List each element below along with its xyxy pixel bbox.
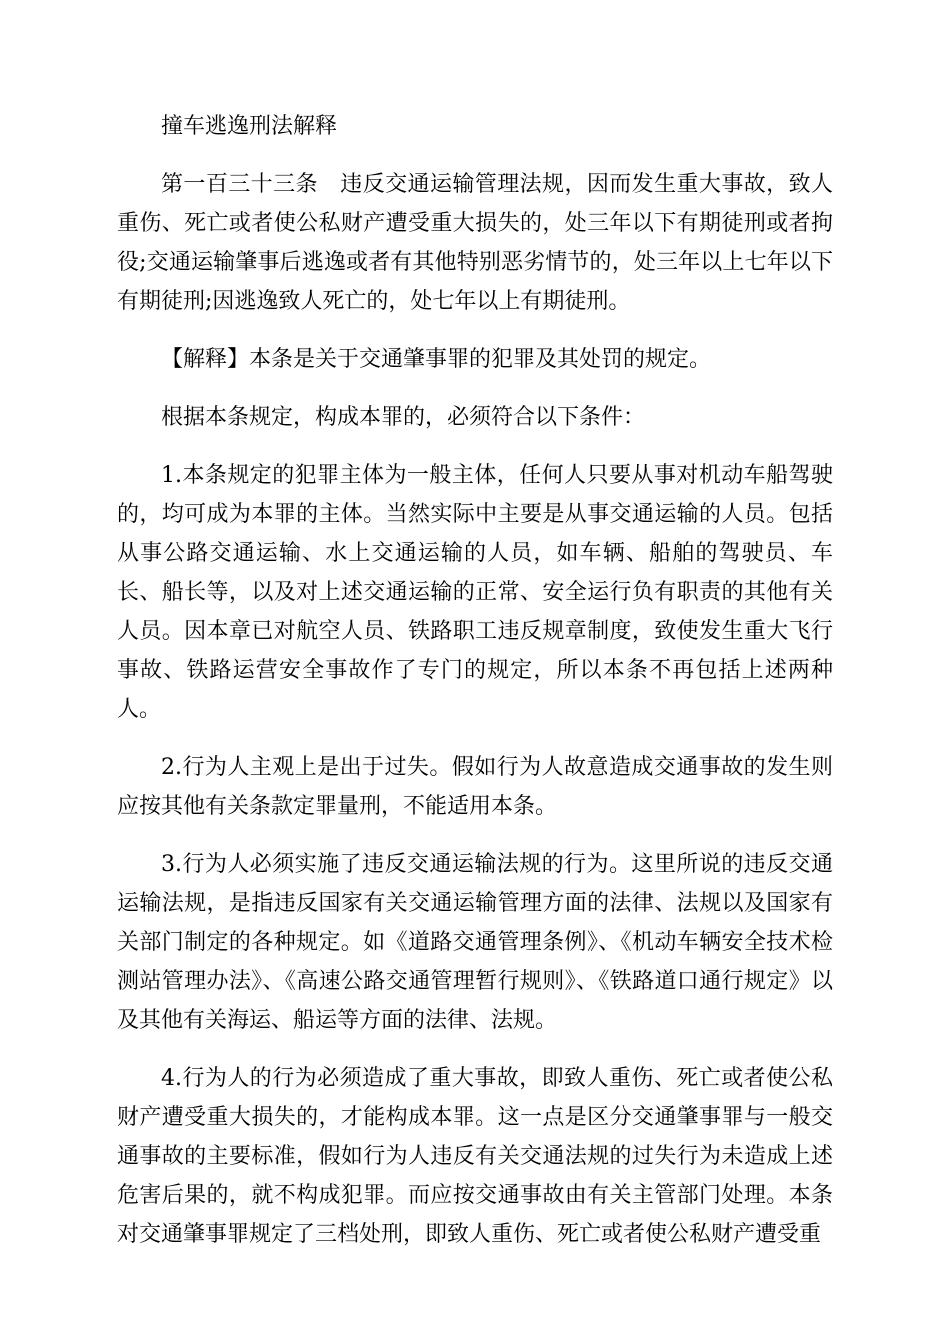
document-body: [117, 107, 833, 1273]
condition-3-paragraph: 3.行为人必须实施了违反交通运输法规的行为。这里所说的违反交通运输法规，是指违反国家有关交通运输管理方面的法律、法规以及国家有关部门制定的各种规定。如《道路交通管理条例》、《机动车辆安全技术检测站管理办法》、《高速公路交通管理暂行规则》、《铁路道口通行规定》以及其他有关海运、船运等方面的法律、法规。: [117, 852, 833, 1033]
article-text-paragraph: 第一百三十三条 违反交通运输管理法规，因而发生重大事故，致人重伤、死亡或者使公私财产遭受重大损失的，处三年以下有期徒刑或者拘役;交通运输肇事后逃逸或者有其他特别恶劣情节的，处三年以上七年以下有期徒刑;因逃逸致人死亡的，处七年以上有期徒刑。: [117, 172, 833, 314]
condition-2-paragraph: 2.行为人主观上是出于过失。假如行为人故意造成交通事故的发生则应按其他有关条款定罪量刑，不能适用本条。: [117, 755, 833, 819]
conditions-intro-paragraph: 根据本条规定，构成本罪的，必须符合以下条件：: [161, 405, 646, 430]
interpretation-intro-paragraph: 【解释】本条是关于交通肇事罪的犯罪及其处罚的规定。: [161, 347, 712, 372]
document-title: 撞车逃逸刑法解释: [161, 114, 338, 139]
condition-1-paragraph: 1.本条规定的犯罪主体为一般主体，任何人只要从事对机动车船驾驶的，均可成为本罪的主体。当然实际中主要是从事交通运输的人员。包括从事公路交通运输、水上交通运输的人员，如车辆、船舶的驾驶员、车长、船长等，以及对上述交通运输的正常、安全运行负有职责的其他有关人员。因本章已对航空人员、铁路职工违反规章制度，致使发生重大飞行事故、铁路运营安全事故作了专门的规定，所以本条不再包括上述两种人。: [117, 463, 833, 722]
condition-4-paragraph: 4.行为人的行为必须造成了重大事故，即致人重伤、死亡或者使公私财产遭受重大损失的，才能构成本罪。这一点是区分交通肇事罪与一般交通事故的主要标准，假如行为人违反有关交通法规的过失行为未造成上述危害后果的，就不构成犯罪。而应按交通事故由有关主管部门处理。本条对交通肇事罪规定了三档处刑，即致人重伤、死亡或者使公私财产遭受重: [117, 1066, 833, 1247]
